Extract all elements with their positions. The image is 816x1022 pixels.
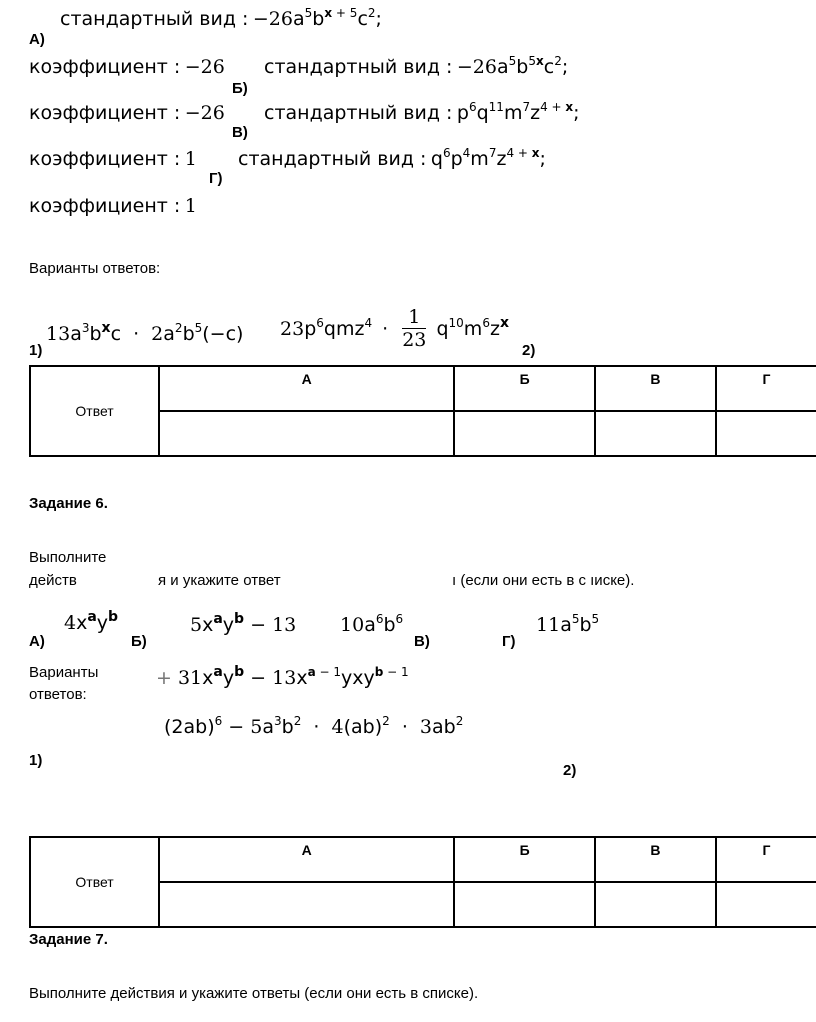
col-header-v: В (595, 366, 716, 411)
answer-cell-g[interactable] (716, 882, 816, 927)
answer-cell-a[interactable] (159, 882, 454, 927)
task5-letter-b: Б) (232, 80, 248, 97)
answer-cell-a[interactable] (159, 411, 454, 456)
task6-expr-b: $5x^ay^b - 13$ (190, 611, 297, 636)
answer-cell-g[interactable] (716, 411, 816, 456)
answer-cell-b[interactable] (454, 882, 595, 927)
task6-opt2-expr: $(2ab)^6 - 5a^3b^2 \cdot 4(ab)^2 \cdot 3ab^2$ (164, 714, 464, 738)
answer-cell-b[interactable] (454, 411, 595, 456)
task5-opt2-expr: $23p^6qmz^4$ · $\frac{1}{23}$ $q^{10}m^6z^x$ (280, 306, 509, 351)
task6-instr-line2b: я и укажите ответ (158, 572, 281, 589)
task5-coef-b: коэффициент : −26 (29, 102, 225, 124)
task5-opt1-num: 1) (29, 342, 43, 359)
task6-instr-line1: Выполните (29, 549, 107, 566)
task6-opt2-num: 2) (563, 762, 577, 779)
task6-variants-line2: ответов: (29, 686, 87, 703)
task6-letter-v: В) (414, 633, 430, 650)
task6-answer-table (29, 836, 816, 928)
col-header-v: В (595, 837, 716, 882)
task6-letter-g: Г) (502, 633, 516, 650)
task5-coef-a: коэффициент : −26 (29, 56, 225, 78)
col-header-a: А (159, 366, 454, 411)
task5-variants-label: Варианты ответов: (29, 260, 161, 277)
task6-instr-line2c: ı (если они есть в с ıиске). (452, 572, 635, 589)
task5-coef-v: коэффициент : 1 (29, 148, 197, 170)
task5-std-b: стандартный вид : $-26a^5b^{5x}c^2$; (264, 54, 569, 78)
task5-opt2-num: 2) (522, 342, 536, 359)
task6-variants-line1: Варианты (29, 664, 99, 681)
answer-label: Ответ (30, 366, 159, 456)
task5-letter-g: Г) (209, 170, 223, 187)
task6-letter-a: А) (29, 633, 45, 650)
task5-coef-g: коэффициент : 1 (29, 195, 197, 217)
col-header-b: Б (454, 366, 595, 411)
expr-g: $q^6p^4m^7z^{4 + x}$; (430, 146, 546, 170)
col-header-g: Г (716, 837, 816, 882)
answer-cell-v[interactable] (595, 411, 716, 456)
task6-expr-v: $10a^6b^6$ (340, 612, 404, 636)
col-header-b: Б (454, 837, 595, 882)
task6-expr-g: $11a^5b^5$ (536, 612, 600, 636)
task6-expr-a: $4x^ay^b$ (64, 609, 119, 634)
task7-instr: Выполните действия и укажите ответы (если они есть в списке). (29, 985, 479, 1002)
task5-opt1-expr: $13a^3b^xc \cdot 2a^2b^5(-c)$ (46, 320, 244, 345)
task6-opt1-num: 1) (29, 752, 43, 769)
col-header-a: А (159, 837, 454, 882)
task5-letter-v: В) (232, 124, 248, 141)
task5-std-g: стандартный вид : $q^6p^4m^7z^{4 + x}$; (238, 146, 546, 170)
expr-b: $-26a^5b^{5x}c^2$; (456, 54, 569, 78)
task5-std-a: стандартный вид : $-26a^5b^{x + 5}c^2$; (60, 6, 382, 30)
col-header-g: Г (716, 366, 816, 411)
expr-a: $-26a^5b^{x + 5}c^2$; (252, 6, 382, 30)
task5-std-v: стандартный вид : $p^6q^{11}m^7z^{4 + x}$; (264, 100, 580, 124)
task7-title: Задание 7. (29, 931, 108, 948)
answer-label: Ответ (30, 837, 159, 927)
task5-answer-table (29, 365, 816, 457)
task6-instr-line2a: действ (29, 572, 77, 589)
task6-title: Задание 6. (29, 495, 108, 512)
expr-v: $p^6q^{11}m^7z^{4 + x}$; (456, 100, 580, 124)
fraction: $\frac{1}{23}$ (402, 306, 427, 351)
answer-cell-v[interactable] (595, 882, 716, 927)
task6-letter-b: Б) (131, 633, 147, 650)
task6-opt1-expr: + $31x^ay^b - 13x^{a - 1}yxy^{b - 1}$ (156, 664, 409, 689)
task5-letter-a: А) (29, 31, 45, 48)
